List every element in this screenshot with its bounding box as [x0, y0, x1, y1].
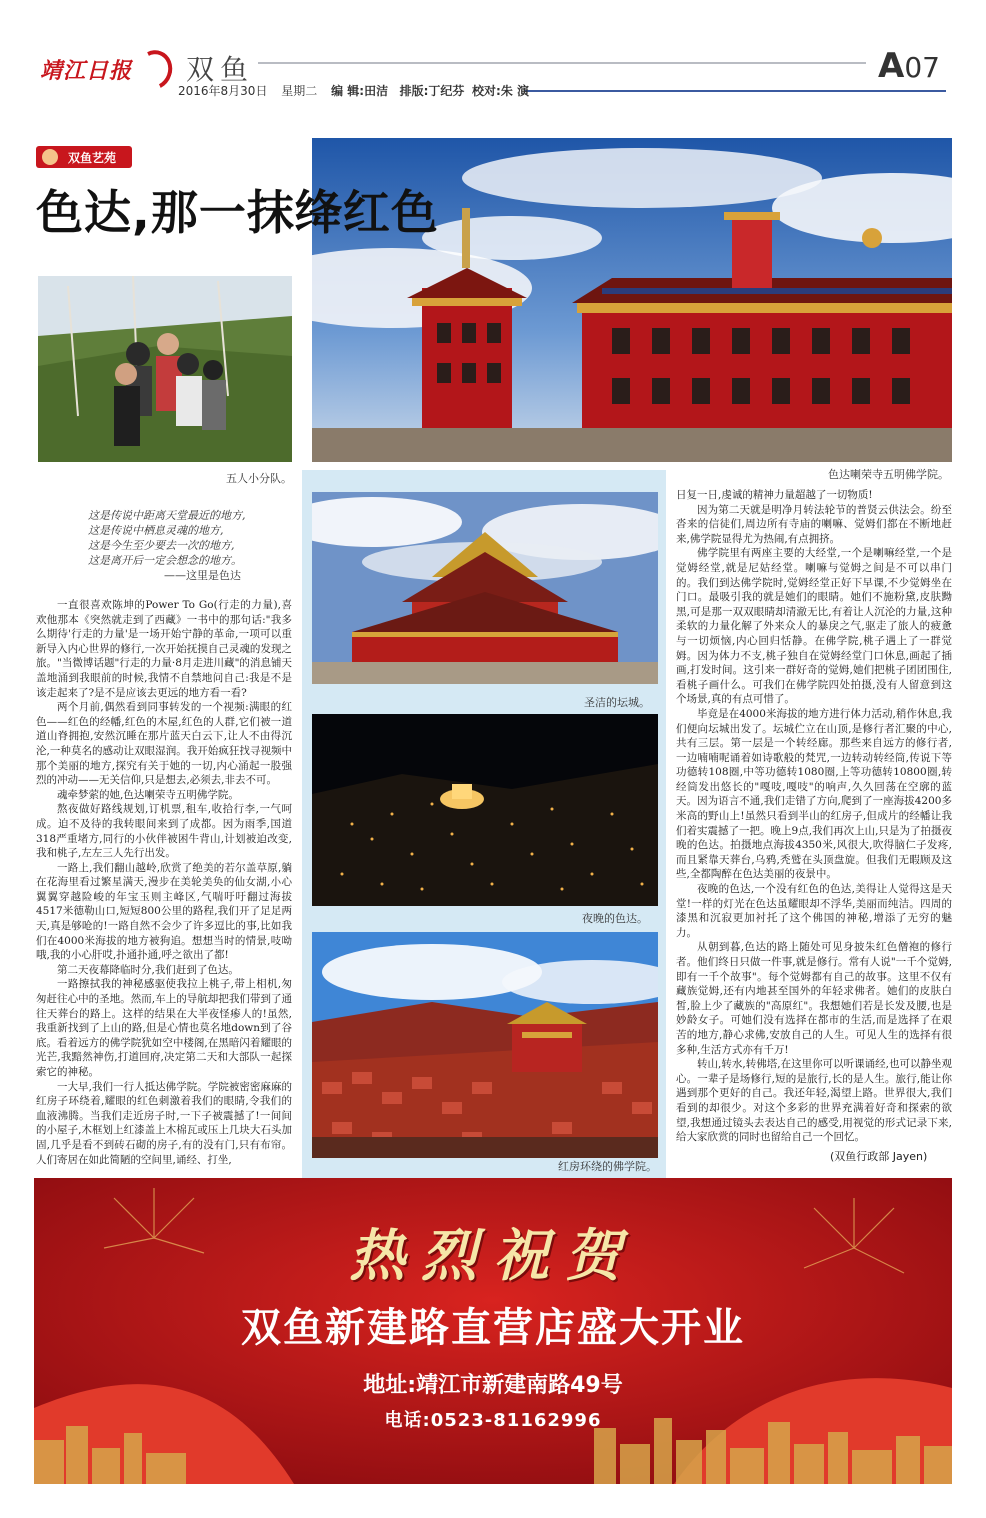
article-headline: 色达,那一抹绛红色 [36, 186, 439, 241]
photo-altar [312, 492, 658, 684]
article-paragraph: 熬夜做好路线规划,订机票,租车,收拾行李,一气呵成。迫不及待的我转眼间来到了成都。因为雨季,国道318严重堵方,同行的小伙伴被困牛背山,计划被迫改变,我和桃子,左左三人先行出发。 [36, 803, 292, 860]
poem-line: 这是离开后一定会想念的地方。 [88, 554, 242, 567]
article-paragraph: 从朝到暮,色达的路上随处可见身披朱红色僧袍的修行者。他们终日只做一件事,就是修行。常有人说"一千个觉姆,即有一千个故事"。每个觉姆都有自己的故事。这里不仅有藏族觉姆,还有内地甚至国外的年轻求佛者。她们的皮肤白皙,脸上少了藏族的"高原红"。我想她们若是长发及腰,也是妙龄女子。可她们没有选择在都市的生活,而是选择了在艰苦的地方,静心求佛,安放自己的人生。可见人生的选择有很多种,生活方式亦有千万! [676, 941, 952, 1056]
flower-icon [42, 149, 58, 165]
article-byline: (双鱼行政部 Jayen) [830, 1150, 928, 1163]
article-paragraph: 第二天夜幕降临时分,我们赶到了色达。 [57, 963, 239, 976]
editor-credit: 编 辑:田洁 [331, 84, 389, 98]
article-paragraph: 夜晚的色达,一个没有红色的色达,美得让人觉得这是天堂!一样的灯光在色达虽耀眼却不浮华,美丽而纯洁。四周的漆黑和沉寂更加衬托了这个佛国的神秘,增添了无穷的魅力。 [676, 883, 952, 939]
layout-credit: 排版:丁纪芬 [399, 84, 465, 98]
photo-night [312, 714, 658, 906]
issue-date: 2016年8月30日 [178, 84, 268, 98]
ad-address: 地址:靖江市新建南路49号 [363, 1373, 623, 1398]
column-tag [36, 146, 132, 168]
page-prefix: A [878, 46, 905, 86]
page-digits: 07 [904, 51, 940, 84]
article-paragraph: 佛学院里有两座主要的大经堂,一个是喇嘛经堂,一个是觉姆经堂,就是尼姑经堂。喇嘛与觉姆之间是不可以串门的。我们到达佛学院时,觉姆经堂正好下早课,不少觉姆坐在门口。最吸引我的就是她们的眼睛。她们不施粉黛,皮肤黝黑,可是那一双双眼睛却清澈无比,有着让人沉沦的力量,这种柔软的力量化解了外来众人的暴戾之气,驱走了旅人的疲惫与一切烦恼,内心回归恬静。在佛学院,桃子遇上了一群觉姆。因为体力不支,桃子独自在觉姆经堂门口休息,画起了插画,打发时间。这引来一群好奇的觉姆,她们把桃子团团围住,看桃子画什么。可我们在佛学院四处拍摄,没有人留意到这个场景,真的有点可惜了。 [676, 547, 952, 706]
article-paragraph: 毕竟是在4000米海拔的地方进行体力活动,稍作休息,我们便向坛城出发了。坛城伫立在山顶,是修行者汇聚的中心,共有三层。第一层是一个转经廊。那些来自远方的修行者,一边喃喃呢诵着如诗歌般的梵咒,一边转动转经筒,传说下等功德转108圈,中等功德转1080圈,上等功德转10800圈,转经筒发出悠长的"嘎吱,嘎吱"的响声,久久回荡在空廓的蓝天。因为语言不通,我们走错了方向,爬到了一座海拔4200多米高的野山上!虽然只看到半山的红房子,但成片的经幡让我们着实震撼了一把。晚上9点,我们再次上山,只是为了拍摄夜晚的色达。拍摄地点海拔4350米,风很大,吹得脑仁子发疼,而且紧靠天葬台,乌鸦,秃鹫在头顶盘旋。但我们无暇顾及这些,全都陶醉在色达美丽的夜景中。 [676, 707, 952, 881]
article-paragraph: 一直很喜欢陈坤的Power To Go(行走的力量),喜欢他那本《突然就走到了西藏》一书中的那句话:"我多么期待'行走的力量'是一场开始宁静的革命,一项可以重新导入内心世界的修行,一次开始抚摸自己灵魂的发现之旅。"当微博话题"行走的力量·8月走进川藏"的消息铺天盖地涌到我眼前的时候,我情不自禁地问自己:我是不是该走起来了?是不是应该去更远的地方看一看? [36, 599, 292, 699]
masthead-title: 靖江日报 [40, 59, 133, 84]
ad-phone: 电话:0523-81162996 [384, 1410, 602, 1431]
poem-line: 这是今生至少要去一次的地方, [88, 539, 235, 552]
caption-houses: 红房环绕的佛学院。 [558, 1160, 657, 1173]
article-body-left [36, 598, 292, 1170]
header-divider-blue [524, 90, 946, 92]
poem-line: 这是传说中栖息灵魂的地方, [88, 524, 224, 537]
article-paragraph: 一路上,我们翻山越岭,欣赏了绝美的若尔盖草原,躺在花海里看过繁星满天,漫步在美轮美奂的仙女湖,小心翼翼穿越险峻的年宝玉则主峰区,气喘吁吁翻过海拔4517米德勒山口,短短800公里的路程,我们开了足足两天,真是够呛的!一路自然不会少了许多逗比的事,比如我们在4000米海拔的地方被狗追。想想当时的情景,吱呦哦,我的小心肝哎,扑通扑通,呼之欲出了都! [36, 861, 292, 962]
store-opening-ad [34, 1178, 952, 1484]
article-paragraph: 因为第二天就是明净月转法轮节的普贤云供法会。纷至沓来的信徒们,周边所有寺庙的喇嘛、觉姆们都在不断地赶来,佛学院显得尤为热闹,有点拥挤。 [676, 503, 952, 545]
page-number [878, 46, 940, 86]
article-paragraph: 转山,转水,转佛塔,在这里你可以听课诵经,也可以静坐观心。一辈子是场修行,短的是旅行,长的是人生。旅行,能让你遇到那个更好的自己。我还年轻,渴望上路。世界很大,我们看到的却很少。对这个多彩的世界充满着好奇和探索的欲望,我想通过镜头去表达自己的感受,用视觉的形式记录下来,给大家欣赏的同时也留给自己一个回忆。 [676, 1058, 952, 1144]
article-paragraph: 两个月前,偶然看到同事转发的一个视频:满眼的红色——红色的经幡,红色的木屋,红色的人群,它们被一道道山脊拥抱,安然沉睡在那片蓝天白云下,让人不由得沉沦,一种莫名的感动让双眼湿润。我开始疯狂找寻视频中那个美丽的地方,探究有关于她的一切,内心涌起一股强烈的冲动——无关信仰,只是想去,必须去,非去不可。 [36, 701, 292, 787]
photo-red-houses [312, 932, 658, 1158]
issue-info [178, 82, 529, 99]
poem-line: 这是传说中距离天堂最近的地方, [88, 509, 246, 522]
ad-title: 热烈祝贺 [349, 1223, 637, 1289]
caption-monastery: 色达喇荣寺五明佛学院。 [828, 468, 949, 481]
ad-subtitle: 双鱼新建路直营店盛大开业 [241, 1305, 745, 1351]
column-tag-label: 双鱼艺苑 [68, 151, 117, 165]
caption-night: 夜晚的色达。 [582, 912, 648, 925]
article-paragraph: 一大早,我们一行人抵达佛学院。学院被密密麻麻的红房子环绕着,耀眼的红色刺激着我们的眼睛,令我们的血液沸腾。当我们走近房子时,一下子被震撼了!一间间的小屋子,木框划上红漆盖上木棉瓦或压上几块大石头加固,几乎是看不到砖石砌的房子,有的没有门,只有布帘。人们寄居在如此简陋的空间里,诵经、打坐, [36, 1080, 292, 1166]
proof-credit: 校对:朱 演 [472, 84, 529, 98]
masthead-logo-swirl [130, 45, 178, 95]
section-title: 双鱼 [186, 53, 255, 86]
issue-weekday: 星期二 [281, 84, 318, 98]
caption-altar: 圣洁的坛城。 [584, 696, 650, 709]
intro-poem [88, 508, 246, 583]
article-paragraph: 日复一日,虔诚的精神力量超越了一切物质! [676, 489, 873, 501]
photo-group [38, 276, 292, 462]
header-divider [258, 62, 866, 64]
caption-group: 五人小分队。 [226, 472, 292, 485]
article-body-right [676, 488, 952, 1156]
newspaper-masthead [36, 48, 164, 88]
article-paragraph: 一路擦拭我的神秘感驱使我拉上桃子,带上相机,匆匆赶往心中的圣地。然而,车上的导航却把我们带到了通往天葬台的路上。这样的结果在大半夜怪瘆人的!虽然,我重新找到了上山的路,但是心情也莫名地down到了谷底。看着远方的佛学院犹如空中楼阁,在黑暗闪着耀眼的光芒,我黯然神伤,打道回府,决定第二天和大部队一起探索它的神秘。 [36, 978, 292, 1078]
article-paragraph: 魂牵梦萦的她,色达喇荣寺五明佛学院。 [57, 788, 239, 801]
poem-source: ——这里是色达 [164, 569, 241, 582]
